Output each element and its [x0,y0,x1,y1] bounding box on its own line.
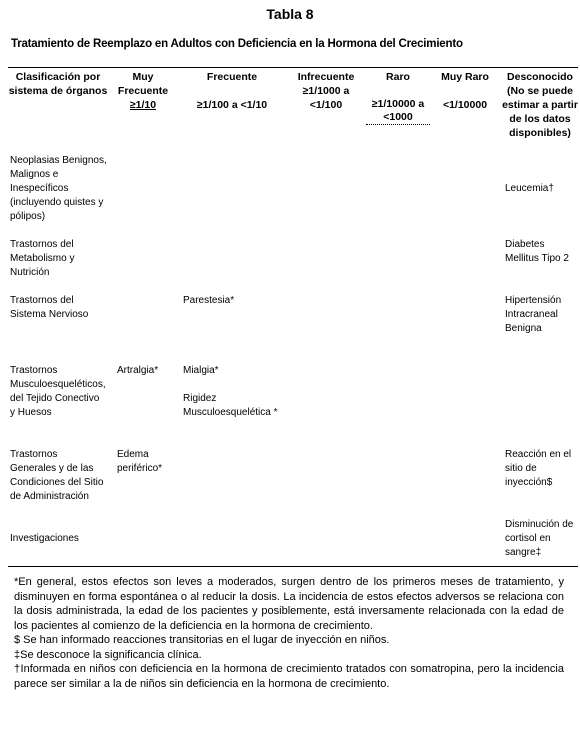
footnote-dollar: $ Se han informado reacciones transitorias en el lugar de inyección en niños. [14,634,390,646]
effect-edema: Edema periférico* [117,449,163,474]
header-frequent: Frecuente ≥1/100 a <1/10 [196,71,268,111]
effect-hipertension: Hipertensión Intracraneal Benigna [505,295,562,334]
effect-artralgia: Artralgia* [117,365,159,376]
footnote-dagger: †Informada en niños con deficiencia en la hormona de crecimiento tratados con somatropina, pero la incidencia parece ser similar a la de niños sin deficiencia en la hormona de crecimiento. [14,663,564,690]
header-very-rare: Muy Raro <1/10000 [441,71,489,111]
header-unknown: Desconocido (No se puede estimar a partir de los datos disponibles) [502,71,578,139]
effect-reaccion-inyeccion: Reacción en el sitio de inyección$ [505,449,572,488]
organ-generales: Trastornos Generales y de las Condiciones del Sitio de Administración [10,449,104,502]
organ-metabolismo: Trastornos del Metabolismo y Nutrición [10,239,75,278]
footnotes [14,575,564,691]
effect-parestesia: Parestesia* [183,295,235,306]
table-bottom-rule [8,566,578,567]
organ-sistema-nervioso: Trastornos del Sistema Nervioso [10,295,89,320]
organ-musculoesqueleticos: Trastornos Musculoesqueléticos, del Tejido Conectivo y Huesos [10,365,106,418]
effect-rigidez: Rigidez Musculoesquelética * [183,393,278,418]
effect-mialgia: Mialgia* [183,365,219,376]
header-infrequent: Infrecuente ≥1/1000 a <1/100 [297,71,355,111]
table-subtitle: Tratamiento de Reemplazo en Adultos con Deficiencia en la Hormona del Crecimiento [11,38,463,50]
effect-cortisol: Disminución de cortisol en sangre‡ [505,519,574,558]
header-very-frequent: Muy Frecuente ≥1/10 [117,71,169,111]
effect-diabetes: Diabetes Mellitus Tipo 2 [505,239,569,264]
organ-neoplasias: Neoplasias Benignos, Malignos e Inespecíficos (incluyendo quistes y pólipos) [10,155,107,222]
footnote-double-dagger: ‡Se desconoce la significancia clínica. [14,648,202,661]
organ-investigaciones: Investigaciones [10,533,79,544]
header-rare: Raro ≥1/10000 a <1000 [366,70,430,125]
header-organ-class: Clasificación por sistema de órganos [8,71,108,97]
footnote-asterisk: *En general, estos efectos son leves a moderados, surgen dentro de los primeros meses de tratamiento, y disminuyen en forma espontánea o al reducir la dosis. La incidencia de estos efectos adversos se relaciona con la dosis administrada, la edad de los pacientes y posiblemente, está inversamente relacionada con la edad de los pacientes al comienzo de la deficiencia en la hormona de crecimiento. [14,576,564,632]
effect-leucemia: Leucemia† [505,183,554,194]
table-title: Tabla 8 [266,6,314,22]
header-top-rule [8,67,578,68]
